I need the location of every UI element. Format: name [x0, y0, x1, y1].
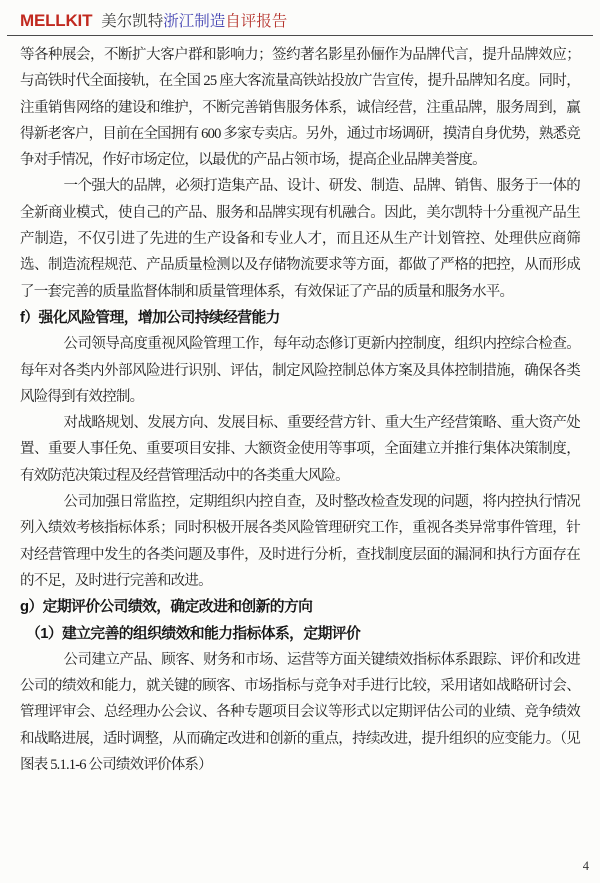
paragraph-brand-marketing: 等各种展会，不断扩大客户群和影响力；签约著名影星孙俪作为品牌代言，提升品牌效应；与高铁时代全面接轨，在全国 25 座大客流量高铁站投放广告宣传，提升品牌知名度。同时，注重销售网络的建设和维护，不断完善销售服务体系，诚信经营，注重品牌，服务周到，赢得新老客户，目前在全国拥有 600 多家专卖店。另外，通过市场调研，摸清自身优势，熟悉竞争对手情况，作好市场定位，以最优的产品占领市场，提高企业品牌美誉度。 — [20, 47, 580, 169]
header-program-name: 浙江制造 — [163, 13, 226, 30]
paragraph-brand-manufacturing: 一个强大的品牌，必须打造集产品、设计、研发、制造、品牌、销售、服务于一体的全新商业模式，使自己的产品、服务和品牌实现有机融合。因此，美尔凯特十分重视产品生产制造，不仅引进了先进的生产设备和专业人才，而且还从生产计划管控、处理供应商筛选、制造流程规范、产品质量检测以及存储物流要求等方面，都做了严格的把控，从而形成了一套完善的质量监督体制和质量管理体系，有效保证了产品的质量和服务水平。 — [20, 178, 580, 300]
paragraph-kpi-tracking: 公司建立产品、顾客、财务和市场、运营等方面关键绩效指标体系跟踪、评价和改进公司的绩效和能力，就关键的顾客、市场指标与竞争对手进行比较，采用诸如战略研讨会、管理评审会、总经理办公会议、各种专题项目会议等形式以定期评估公司的业绩、竞争绩效和战略进展，适时调整，从而确定改进和创新的重点，持续改进，提升组织的应变能力。（见图表 5.1.1-6 公司绩效评价体系） — [20, 651, 580, 774]
paragraph-internal-control: 公司领导高度重视风险管理工作，每年动态修订更新内控制度，组织内控综合检查。每年对各类内外部风险进行识别、评估，制定风险控制总体方案及具体控制措施，确保各类风险得到有效控制。 — [20, 336, 580, 405]
paragraph-daily-monitoring: 公司加强日常监控，定期组织内控自查，及时整改检查发现的问题，将内控执行情况列入绩效考核指标体系；同时积极开展各类风险管理研究工作，重视各类异常事件管理，针对经营管理中发生的各类问题及事件，及时进行分析，查找制度层面的漏洞和执行方面存在的不足，及时进行完善和改进。 — [20, 494, 580, 589]
document-body — [20, 42, 580, 778]
subsection-heading-1-kpi-system: （1）建立完善的组织绩效和能力指标体系，定期评价 — [26, 625, 361, 642]
brand-logo-text: MELLKIT — [20, 11, 93, 30]
section-heading-f-risk-management: f）强化风险管理，增加公司持续经营能力 — [20, 309, 280, 326]
page-header — [7, 0, 593, 36]
header-company-name: 美尔凯特 — [101, 13, 164, 30]
section-heading-g-performance-evaluation: g）定期评价公司绩效，确定改进和创新的方向 — [20, 599, 313, 616]
page-number: 4 — [582, 859, 589, 873]
paragraph-collective-decision: 对战略规划、发展方向、发展目标、重要经营方针、重大生产经营策略、重大资产处置、重要人事任免、重要项目安排、大额资金使用等事项，全面建立并推行集体决策制度，有效防范决策过程及经营管理活动中的各类重大风险。 — [20, 415, 580, 484]
header-report-type: 自评报告 — [225, 13, 288, 30]
